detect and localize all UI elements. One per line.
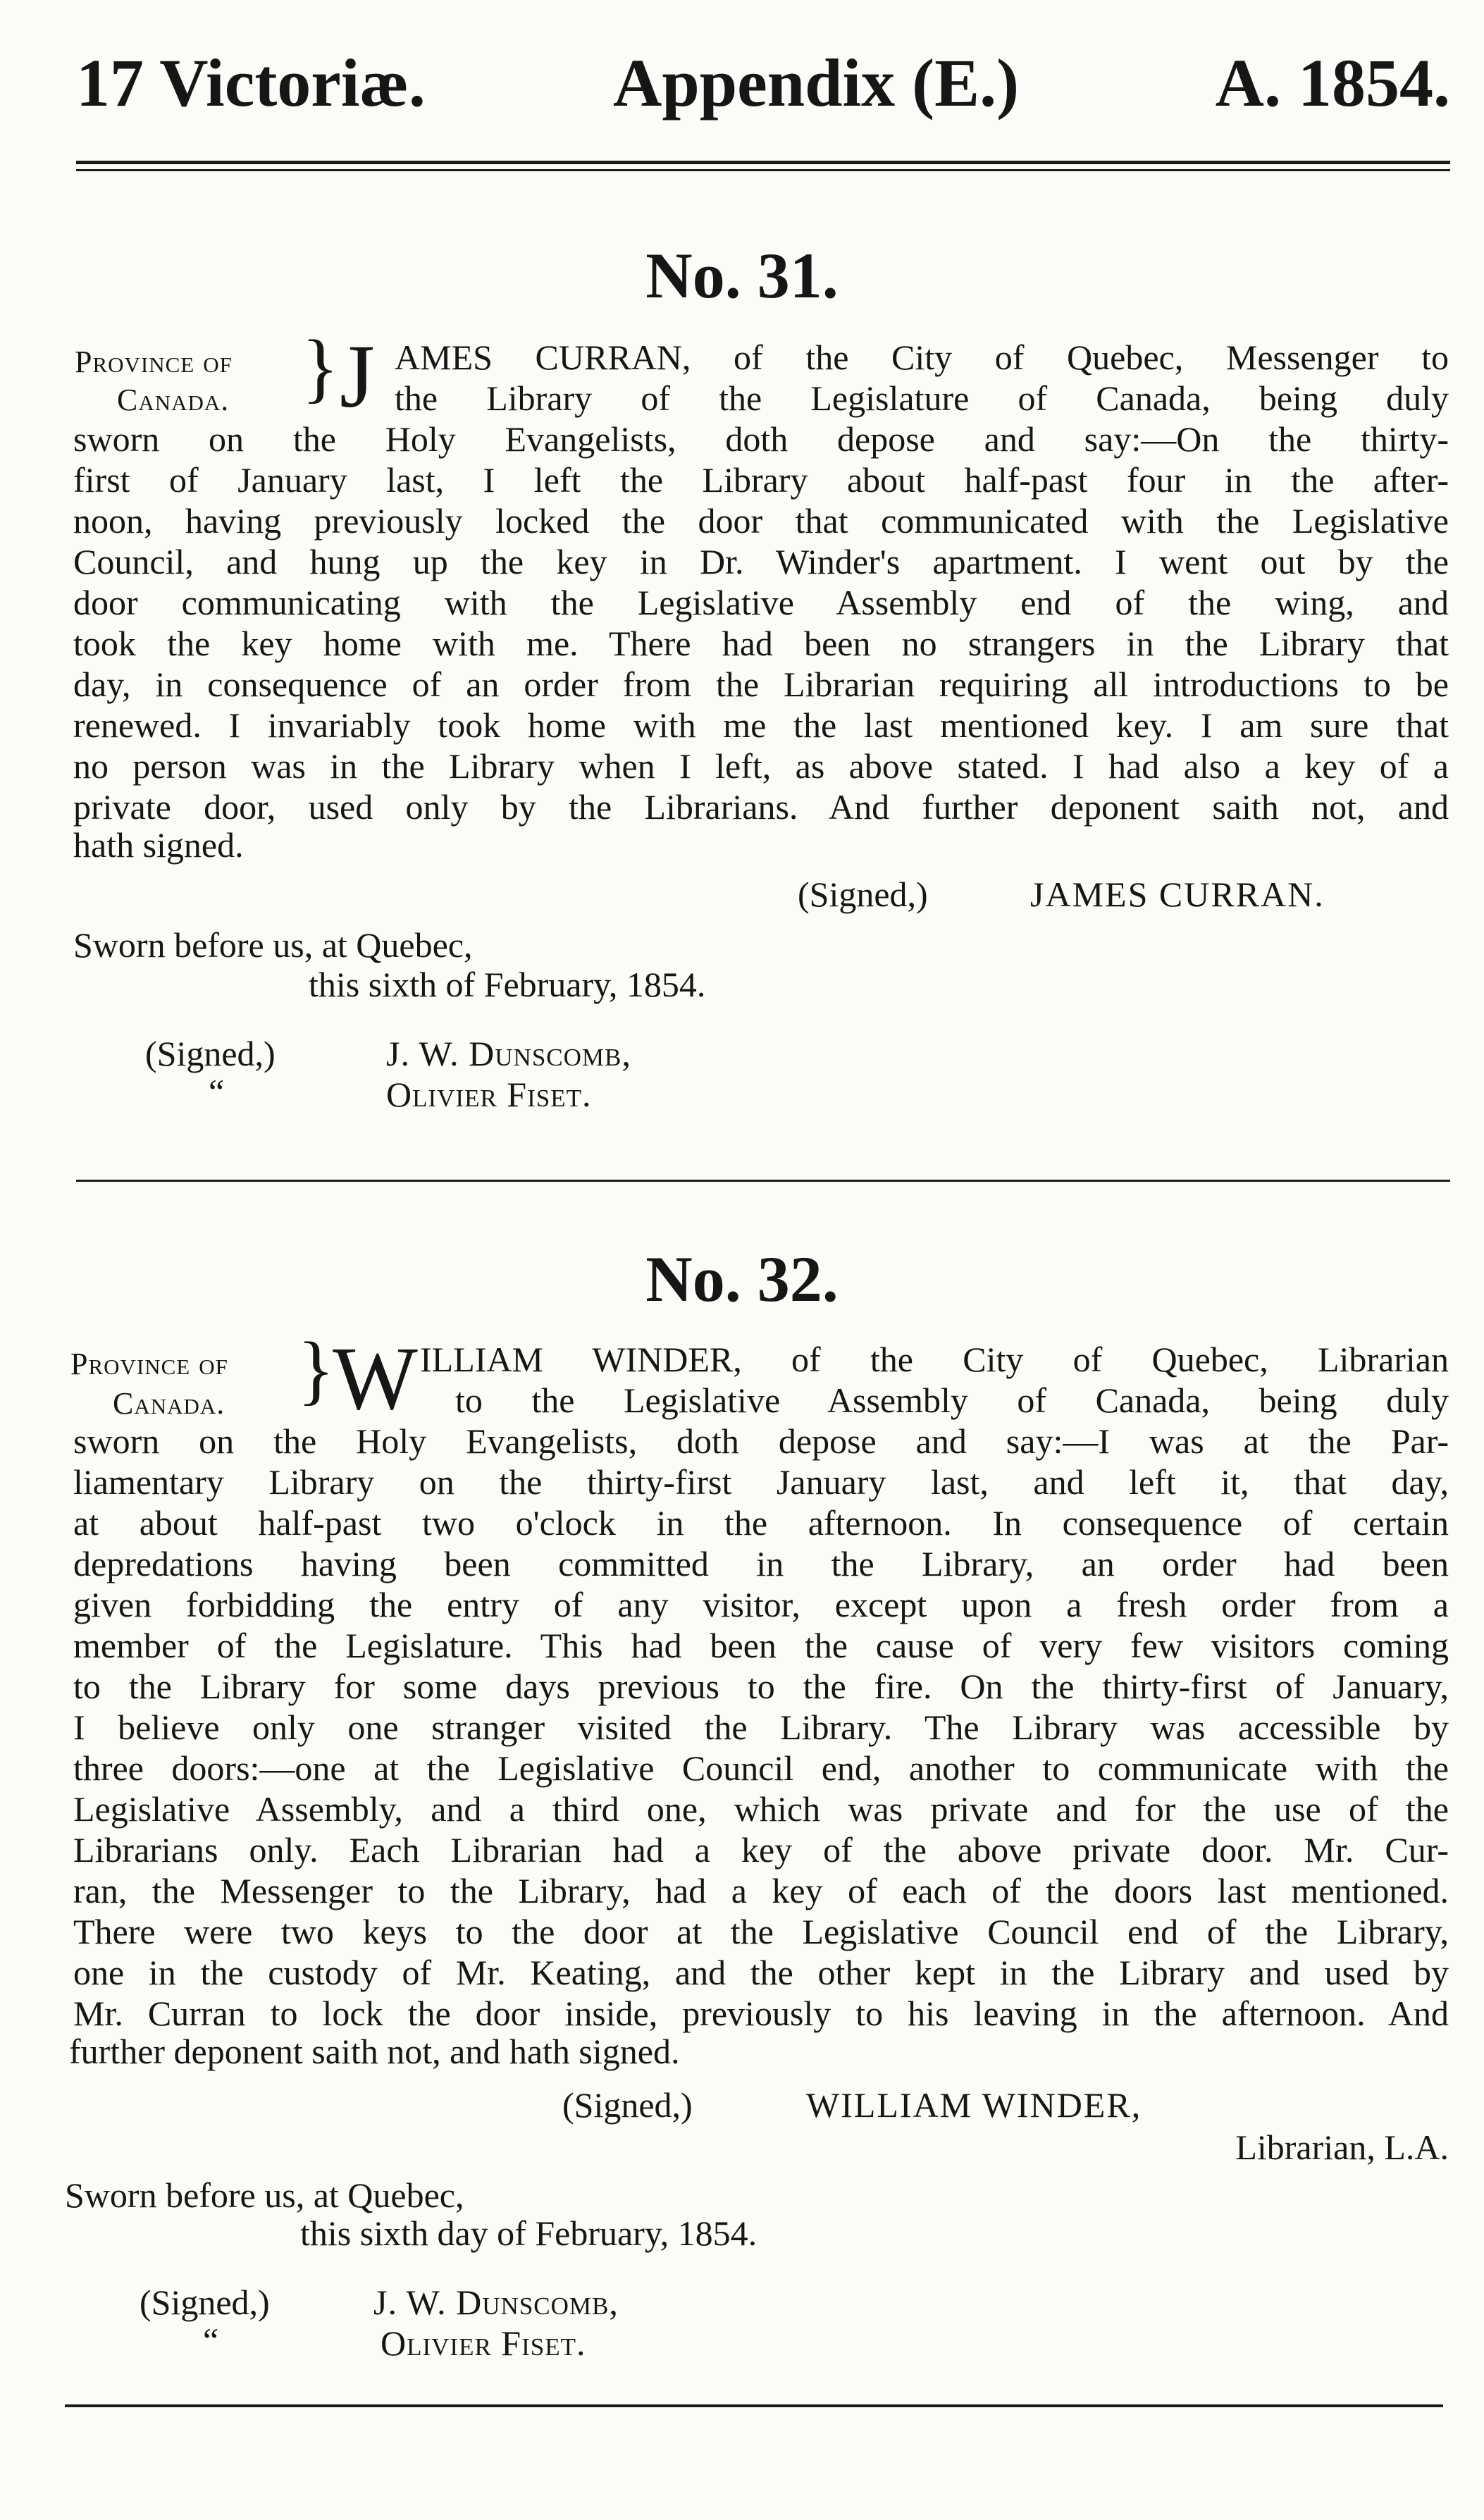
text-line-last: further deponent saith not, and hath signed.	[69, 2032, 680, 2071]
text-line: liamentary Library on the thirty-first January last, and left it, that day,	[73, 1462, 1449, 1502]
text-line: to the Legislative Assembly of Canada, being duly	[455, 1381, 1449, 1420]
province-label: Province of	[70, 1347, 228, 1381]
witness-name: J. W. Dunscomb,	[373, 2283, 619, 2322]
text-line: to the Library for some days previous to the fire. On the thirty-first of January,	[73, 1667, 1449, 1706]
sworn-line-1: Sworn before us, at Quebec,	[65, 2175, 464, 2215]
brace: }	[302, 324, 339, 410]
drop-cap: J	[340, 326, 375, 426]
witness-name: Olivier Fiset.	[386, 1075, 592, 1114]
text-line: There were two keys to the door at the Legislative Council end of the Library,	[73, 1912, 1449, 1951]
text-line: sworn on the Holy Evangelists, doth depose and say:—On the thirty-	[73, 419, 1449, 459]
text-line: three doors:—one at the Legislative Council end, another to communicate with the	[73, 1748, 1449, 1788]
ditto-mark: “	[203, 2321, 219, 2360]
sworn-line-2: this sixth of February, 1854.	[309, 965, 706, 1004]
signatory-name: JAMES CURRAN.	[1030, 875, 1325, 914]
witness-signed-label: (Signed,)	[140, 2283, 270, 2322]
text-line: AMES CURRAN, of the City of Quebec, Messenger to	[395, 338, 1449, 377]
text-line: noon, having previously locked the door that communicated with the Legislative	[73, 501, 1449, 541]
text-line: day, in consequence of an order from the Librarian requiring all introductions to be	[73, 665, 1449, 704]
witness-name: J. W. Dunscomb,	[386, 1034, 631, 1073]
document-number: No. 31.	[645, 240, 839, 311]
signatory-title: Librarian, L.A.	[1235, 2127, 1449, 2167]
drop-cap: W	[333, 1328, 418, 1428]
text-line: given forbidding the entry of any visitor, except upon a fresh order from a	[73, 1585, 1449, 1624]
province-label: Province of	[75, 345, 233, 379]
text-line: member of the Legislature. This had been the cause of very few visitors coming	[73, 1626, 1449, 1665]
header-double-rule-top	[76, 161, 1450, 164]
witness-name: Olivier Fiset.	[381, 2323, 586, 2363]
running-head-right: A. 1854.	[1215, 45, 1450, 121]
canada-label: Canada.	[113, 1386, 225, 1421]
text-line: Legislative Assembly, and a third one, which was private and for the use of the	[73, 1789, 1449, 1829]
text-line: the Library of the Legislature of Canada, being duly	[395, 378, 1449, 418]
witness-signed-label: (Signed,)	[145, 1034, 276, 1073]
header-double-rule-bottom	[76, 169, 1450, 171]
signatory-name: WILLIAM WINDER,	[806, 2085, 1142, 2125]
sworn-line-1: Sworn before us, at Quebec,	[73, 925, 473, 965]
text-line: door communicating with the Legislative Assembly end of the wing, and	[73, 583, 1449, 622]
text-line: private door, used only by the Librarians. And further deponent saith not, and	[73, 787, 1449, 827]
text-line: at about half-past two o'clock in the afternoon. In consequence of certain	[73, 1503, 1449, 1543]
text-line: ILLIAM WINDER, of the City of Quebec, Librarian	[420, 1340, 1449, 1379]
text-line: first of January last, I left the Library about half-past four in the after-	[73, 460, 1449, 500]
text-line: no person was in the Library when I left, as above stated. I had also a key of a	[73, 746, 1449, 786]
text-line: sworn on the Holy Evangelists, doth depose and say:—I was at the Par-	[73, 1421, 1449, 1461]
brace: }	[297, 1326, 335, 1412]
document-number: No. 32.	[645, 1243, 839, 1315]
text-line: Council, and hung up the key in Dr. Winder's apartment. I went out by the	[73, 542, 1449, 581]
text-line: renewed. I invariably took home with me the last mentioned key. I am sure that	[73, 705, 1449, 745]
text-line: ran, the Messenger to the Library, had a key of each of the doors last mentioned.	[73, 1871, 1449, 1910]
text-line: one in the custody of Mr. Keating, and the other kept in the Library and used by	[73, 1953, 1449, 1992]
running-head-center: Appendix (E.)	[613, 45, 1020, 121]
page-end-rule	[65, 2404, 1443, 2407]
signed-label: (Signed,)	[798, 875, 928, 914]
text-line: depredations having been committed in the Library, an order had been	[73, 1544, 1449, 1583]
signed-label: (Signed,)	[562, 2085, 693, 2125]
text-line-last: hath signed.	[73, 825, 244, 865]
text-line: Mr. Curran to lock the door inside, previously to his leaving in the afternoon. And	[73, 1994, 1449, 2033]
sworn-line-2: this sixth day of February, 1854.	[300, 2213, 758, 2253]
text-line: Librarians only. Each Librarian had a key of the above private door. Mr. Cur-	[73, 1830, 1449, 1870]
running-head-left: 17 Victoriæ.	[76, 45, 426, 121]
section-divider	[76, 1180, 1450, 1182]
canada-label: Canada.	[117, 383, 230, 417]
ditto-mark: “	[209, 1072, 225, 1111]
text-line: I believe only one stranger visited the Library. The Library was accessible by	[73, 1707, 1449, 1747]
text-line: took the key home with me. There had been no strangers in the Library that	[73, 624, 1449, 663]
